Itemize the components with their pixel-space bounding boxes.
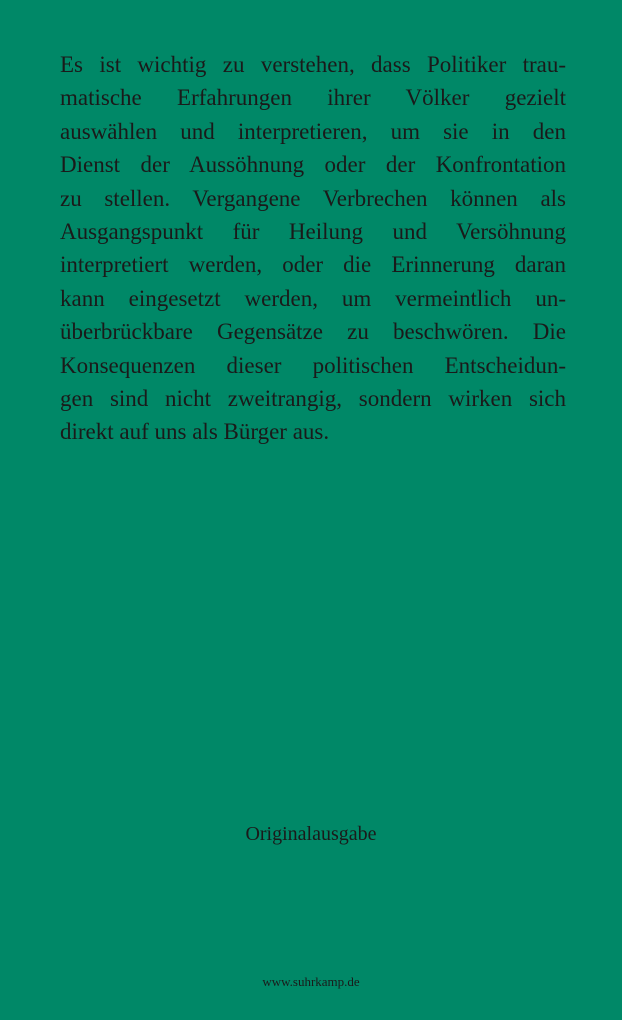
blurb-text [60, 48, 566, 449]
blurb-line: direkt auf uns als Bürger aus. [60, 419, 330, 445]
blurb-line: matische Erfahrungen ihrer Völker gezielt [60, 85, 566, 111]
blurb-line: interpretiert werden, oder die Erinnerung daran [60, 252, 566, 278]
blurb-line: zu stellen. Vergangene Verbrechen können als [60, 185, 566, 211]
blurb-line: Ausgangspunkt für Heilung und Versöhnung [60, 218, 566, 244]
blurb-line: Es ist wichtig zu verstehen, dass Politiker trau- [60, 52, 566, 77]
blurb-line: Konsequenzen dieser politischen Entscheidun- [60, 352, 566, 378]
blurb-line: überbrückbare Gegensätze zu beschwören. Die [60, 319, 566, 345]
blurb-line: auswählen und interpretieren, um sie in den [60, 118, 566, 144]
blurb-line: Dienst der Aussöhnung oder der Konfrontation [60, 152, 566, 178]
publisher-url: www.suhrkamp.de [262, 974, 360, 989]
edition-label: Originalausgabe [245, 823, 377, 845]
blurb-line: gen sind nicht zweitrangig, sondern wirken sich [60, 385, 566, 411]
blurb-line: kann eingesetzt werden, um vermeintlich un- [60, 285, 566, 311]
